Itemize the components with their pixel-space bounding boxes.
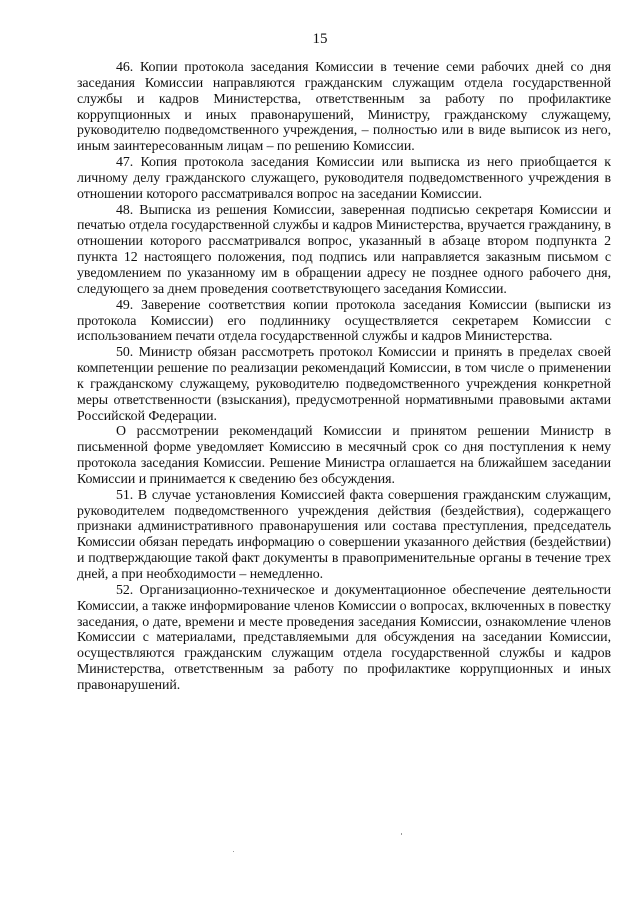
scan-speck [401,833,402,835]
scan-speck [233,851,234,852]
paragraph-50-continuation: О рассмотрении рекомендаций Комиссии и принятом решении Министр в письменной форме уведомляет Комиссию в месячный срок со дня поступления к нему протокола заседания Комиссии. Решение Министра оглашается на ближайшем заседании Комиссии и принимается к сведению без обсуждения. [77,424,611,487]
paragraph-46: 46. Копии протокола заседания Комиссии в течение семи рабочих дней со дня заседания Комиссии направляются гражданским служащим отдела государственной службы и кадров Министерства, ответственным за работу по профилактике коррупционных и иных правонарушений, Министру, гражданскому служащему, руководителю подведомственного учреждения, – полностью или в виде выписок из него, иным заинтересованным лицам – по решению Комиссии. [77,60,611,155]
paragraph-51: 51. В случае установления Комиссией факта совершения гражданским служащим, руководителем подведомственного учреждения действия (бездействия), содержащего признаки административного правонарушения или состава преступления, председатель Комиссии обязан передать информацию о совершении указанного действия (бездействии) и подтверждающие такой факт документы в правоприменительные органы в течение трех дней, а при необходимости – немедленно. [77,487,611,582]
paragraph-48: 48. Выписка из решения Комиссии, заверенная подписью секретаря Комиссии и печатью отдела государственной службы и кадров Министерства, вручается гражданину, в отношении которого рассматривался вопрос, указанный в абзаце втором подпункта 2 пункта 12 настоящего положения, под подпись или направляется заказным письмом с уведомлением по указанному им в обращении адресу не позднее одного рабочего дня, следующего за днем проведения соответствующего заседания Комиссии. [77,202,611,297]
paragraph-49: 49. Заверение соответствия копии протокола заседания Комиссии (выписки из протокола Комиссии) его подлиннику осуществляется секретарем Комиссии с использованием печати отдела государственной службы и кадров Министерства. [77,297,611,345]
page-number: 15 [312,31,328,47]
paragraph-52: 52. Организационно-техническое и документационное обеспечение деятельности Комиссии, а также информирование членов Комиссии о вопросах, включенных в повестку заседания, о дате, времени и месте проведения заседания Комиссии, ознакомление членов Комиссии с материалами, представляемыми для обсуждения на заседании Комиссии, осуществляются гражданским служащим отдела государственной службы и кадров Министерства, ответственным за работу по профилактике коррупционных и иных правонарушений. [77,582,611,693]
document-body [77,60,611,694]
paragraph-50: 50. Министр обязан рассмотреть протокол Комиссии и принять в пределах своей компетенции решение по реализации рекомендаций Комиссии, в том числе о применении к гражданскому служащему, руководителю подведомственного учреждения конкретной меры ответственности (взыскания), предусмотренной нормативными правовыми актами Российской Федерации. [77,345,611,424]
paragraph-47: 47. Копия протокола заседания Комиссии или выписка из него приобщается к личному делу гражданского служащего, руководителя подведомственного учреждения в отношении которого рассматривался вопрос на заседании Комиссии. [77,155,611,202]
